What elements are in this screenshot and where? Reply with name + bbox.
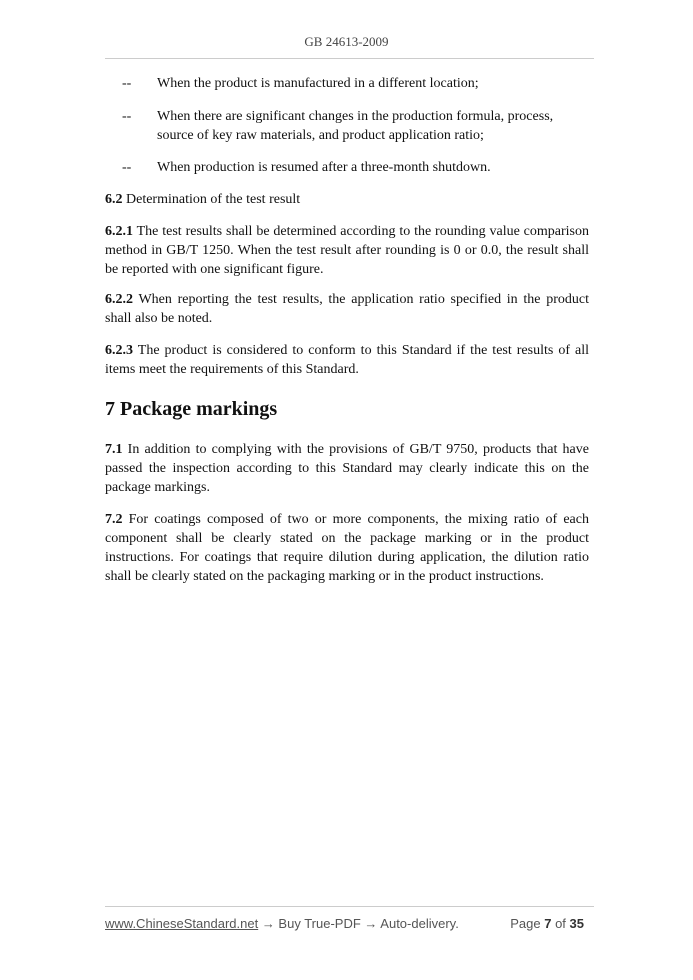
list-item-text: When the product is manufactured in a different location;	[157, 76, 479, 91]
list-item	[122, 74, 589, 93]
footer-tagline: → Buy True-PDF → Auto-delivery.	[258, 916, 459, 931]
clause-text: The test results shall be determined according to the rounding value comparison method in GB/T 1250. When the test result after rounding is 0 or 0.0, the result shall be reported with one significant figure.	[105, 224, 589, 277]
clause-6-2-2	[105, 290, 589, 328]
list-item	[122, 107, 589, 145]
list-item-text: When there are significant changes in the production formula, process, source of key raw materials, and product application ratio;	[157, 109, 554, 143]
clause-text: In addition to complying with the provisions of GB/T 9750, products that have passed the inspection according to this Standard may clearly indicate this on the package markings.	[105, 442, 589, 495]
clause-text: For coatings composed of two or more components, the mixing ratio of each component shall be clearly stated on the package marking or in the product instructions. For coatings that require dilution during application, the dilution ratio shall be clearly stated on the packaging marking or in the product instructions.	[105, 512, 589, 584]
page-footer	[105, 916, 584, 931]
clause-6-2	[105, 190, 589, 209]
clause-text: When reporting the test results, the application ratio specified in the product shall also be noted.	[105, 292, 589, 326]
section-heading: 7 Package markings	[105, 398, 278, 420]
page-total: 35	[569, 916, 584, 931]
document-header: GB 24613-2009	[304, 34, 389, 49]
of-label: of	[551, 916, 570, 931]
website-link[interactable]: www.ChineseStandard.net	[105, 916, 259, 931]
clause-7-1	[105, 440, 589, 497]
list-item-text: When production is resumed after a three-month shutdown.	[157, 160, 491, 175]
bullet-marker: --	[122, 160, 132, 175]
clause-number: 6.2.1	[105, 224, 133, 239]
clause-number: 6.2	[105, 192, 123, 207]
page-indicator	[510, 916, 584, 931]
clause-7-2	[105, 510, 589, 586]
footer-divider	[105, 906, 594, 907]
bullet-marker: --	[122, 76, 132, 91]
clause-number: 7.1	[105, 442, 123, 457]
list-item	[122, 158, 589, 177]
clause-number: 7.2	[105, 512, 123, 527]
bullet-marker: --	[122, 109, 132, 124]
clause-6-2-3	[105, 341, 589, 379]
page-label: Page	[510, 916, 545, 931]
page-number: 7	[544, 916, 552, 931]
header-divider	[105, 58, 594, 59]
clause-6-2-1	[105, 222, 589, 279]
clause-number: 6.2.3	[105, 343, 133, 358]
clause-number: 6.2.2	[105, 292, 133, 307]
clause-text: Determination of the test result	[122, 192, 301, 207]
clause-text: The product is considered to conform to this Standard if the test results of all items meet the requirements of this Standard.	[105, 343, 589, 377]
